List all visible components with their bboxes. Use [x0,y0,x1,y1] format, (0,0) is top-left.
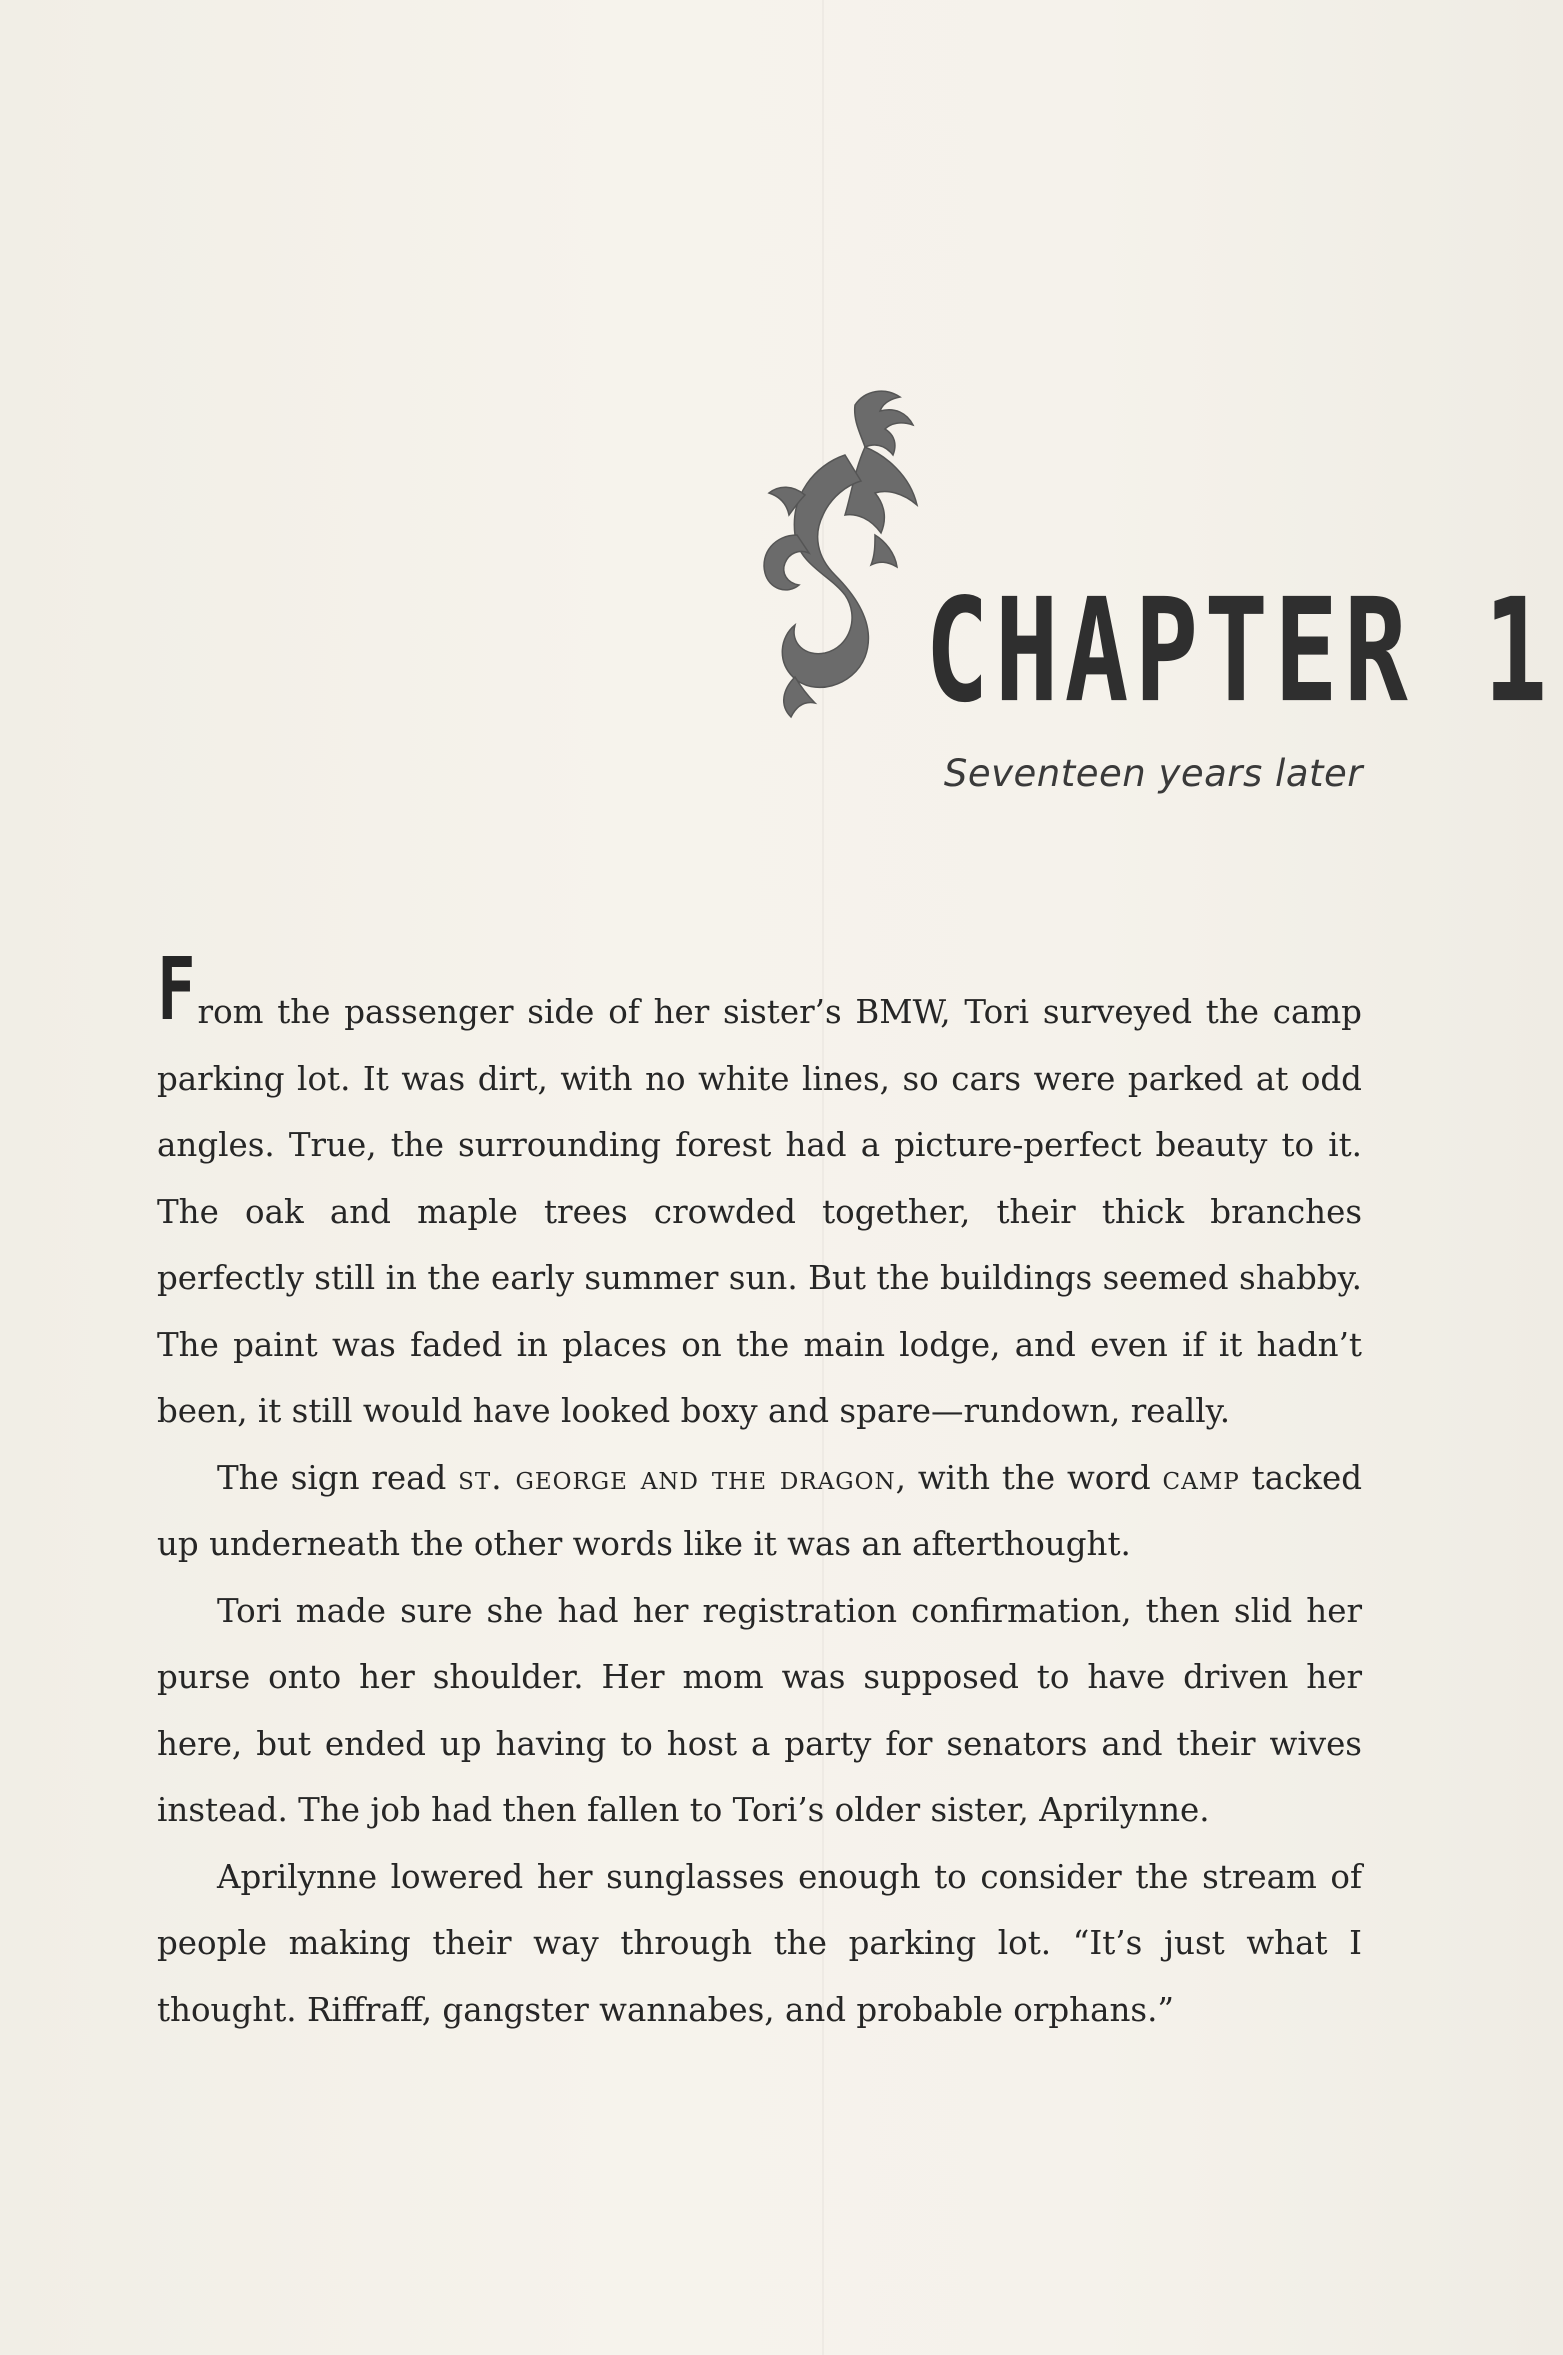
paragraph-2-text-c: tacked up underneath the other words like it was an afterthought. [157,1458,1363,1563]
paragraph-1-text: rom the passenger side of her sister’s BMW, Tori surveyed the camp parking lot. It was dirt, with no white lines, so cars were parked at odd angles. True, the surrounding forest had a picture-perfect beauty to it. The oak and maple trees crowded together, their thick branches perfectly still in the early summer sun. But the buildings seemed shabby. The paint was faded in places on the main lodge, and even if it hadn’t been, it still would have looked boxy and spare—rundown, really. [157,993,1362,1430]
drop-cap: F [157,940,196,1041]
chapter-subtitle: Seventeen years later [943,752,1363,795]
paragraph-4: Aprilynne lowered her sunglasses enough to consider the stream of people making their way through the parking lot. “It’s just what I thought. Riffraff, gangster wannabes, and probable orphans.” [157,1857,1362,2029]
chapter-body [157,940,1363,2043]
paragraph-2-text-b: , with the word [895,1458,1163,1497]
paragraph-1 [157,940,1362,1445]
dragon-icon [735,385,925,725]
sign-text: st. george and the dragon [458,1458,896,1497]
camp-word: camp [1162,1458,1240,1497]
chapter-title: CHAPTER 1 [925,567,1554,734]
paragraph-3: Tori made sure she had her registration confirmation, then slid her purse onto her shoulder. Her mom was supposed to have driven her here, but ended up having to host a party for senators and their wives instead. The job had then fallen to Tori’s older sister, Aprilynne. [157,1591,1362,1829]
paragraph-2 [157,1445,1362,1578]
paragraph-2-text-a: The sign read [217,1458,459,1497]
